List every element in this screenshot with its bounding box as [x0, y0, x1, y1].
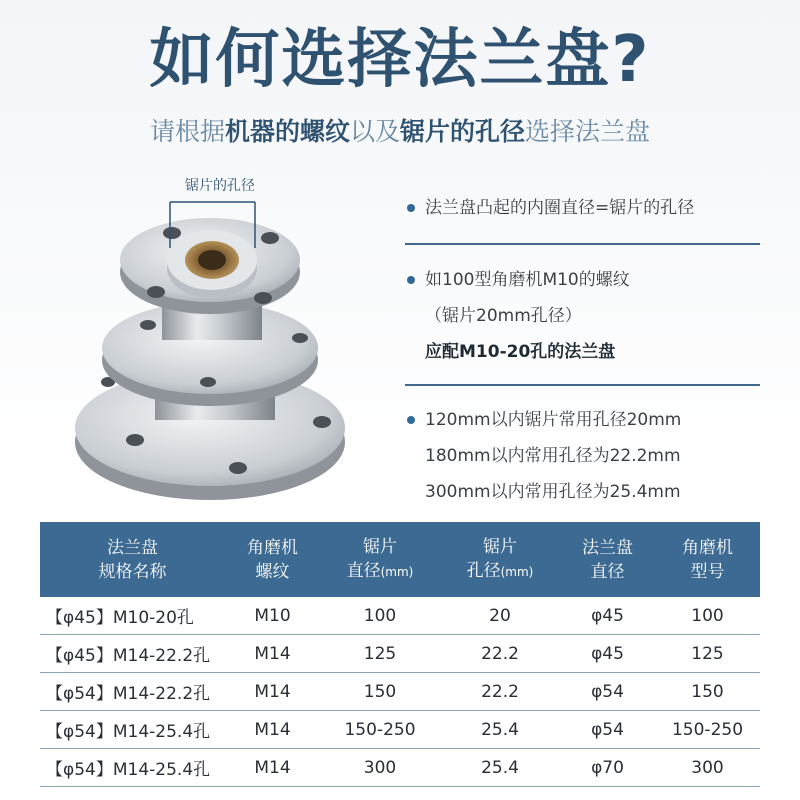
table-cell: 【φ54】M14-25.4孔	[40, 749, 225, 787]
column-header: 锯片 孔径(mm)	[440, 522, 560, 597]
subtitle-part: 以及	[349, 117, 400, 146]
info-point-1	[405, 190, 765, 226]
table-cell: 150-250	[655, 711, 760, 749]
column-header: 法兰盘 规格名称	[40, 522, 225, 597]
column-header: 锯片 直径(mm)	[320, 522, 440, 597]
table-row	[40, 673, 760, 711]
table-cell: M14	[225, 749, 320, 787]
info-point-2	[405, 262, 765, 370]
table-cell: 22.2	[440, 673, 560, 711]
info-emphasis: 应配M10-20孔的法兰盘	[425, 342, 616, 362]
column-header: 角磨机 型号	[655, 522, 760, 597]
info-text: 如100型角磨机M10的螺纹	[425, 270, 630, 290]
table-cell: 20	[440, 597, 560, 635]
table-row	[40, 711, 760, 749]
table-cell: φ70	[560, 749, 655, 787]
table-cell: φ45	[560, 597, 655, 635]
table-cell: 300	[320, 749, 440, 787]
table-cell: M14	[225, 673, 320, 711]
flange-product-image	[60, 160, 400, 520]
subtitle-emphasis: 锯片的孔径	[400, 117, 526, 146]
page-title: 如何选择法兰盘?	[149, 23, 651, 97]
table-cell: 25.4	[440, 749, 560, 787]
table-cell: 150-250	[320, 711, 440, 749]
table-cell: 150	[320, 673, 440, 711]
table-cell: φ54	[560, 673, 655, 711]
table-cell: 150	[655, 673, 760, 711]
info-text: 180mm以内常用孔径为22.2mm	[425, 446, 681, 466]
divider	[405, 384, 760, 386]
subtitle-part: 请根据	[149, 117, 225, 146]
info-text: （锯片20mm孔径）	[425, 306, 582, 326]
table-cell: M14	[225, 711, 320, 749]
info-text: 120mm以内锯片常用孔径20mm	[425, 410, 682, 430]
subtitle-emphasis: 机器的螺纹	[224, 117, 350, 146]
table-cell: 100	[320, 597, 440, 635]
table-row	[40, 749, 760, 787]
table-cell: M14	[225, 635, 320, 673]
table-cell: 【φ45】M10-20孔	[40, 597, 225, 635]
column-header: 角磨机 螺纹	[225, 522, 320, 597]
table-cell: 100	[655, 597, 760, 635]
table-cell: 【φ45】M14-22.2孔	[40, 635, 225, 673]
table-cell: 25.4	[440, 711, 560, 749]
table-cell: 【φ54】M14-25.4孔	[40, 711, 225, 749]
hole-diameter-label: 锯片的孔径	[185, 178, 255, 194]
bullet-icon	[407, 276, 415, 284]
table-cell: 125	[320, 635, 440, 673]
info-point-3	[405, 402, 765, 510]
table-row	[40, 635, 760, 673]
table-cell: 22.2	[440, 635, 560, 673]
subtitle-part: 选择法兰盘	[525, 117, 651, 146]
column-header: 法兰盘 直径	[560, 522, 655, 597]
table-cell: 【φ54】M14-22.2孔	[40, 673, 225, 711]
table-cell: 300	[655, 749, 760, 787]
table-cell: 125	[655, 635, 760, 673]
bullet-icon	[407, 204, 415, 212]
table-cell: φ45	[560, 635, 655, 673]
bullet-icon	[407, 416, 415, 424]
table-header-row	[40, 522, 760, 597]
divider	[405, 243, 760, 245]
info-text: 法兰盘凸起的内圈直径=锯片的孔径	[425, 198, 695, 218]
info-text: 300mm以内常用孔径为25.4mm	[425, 482, 681, 502]
table-row	[40, 597, 760, 635]
page-subtitle	[0, 112, 800, 152]
table-cell: φ54	[560, 711, 655, 749]
spec-table	[40, 522, 760, 787]
table-cell: M10	[225, 597, 320, 635]
